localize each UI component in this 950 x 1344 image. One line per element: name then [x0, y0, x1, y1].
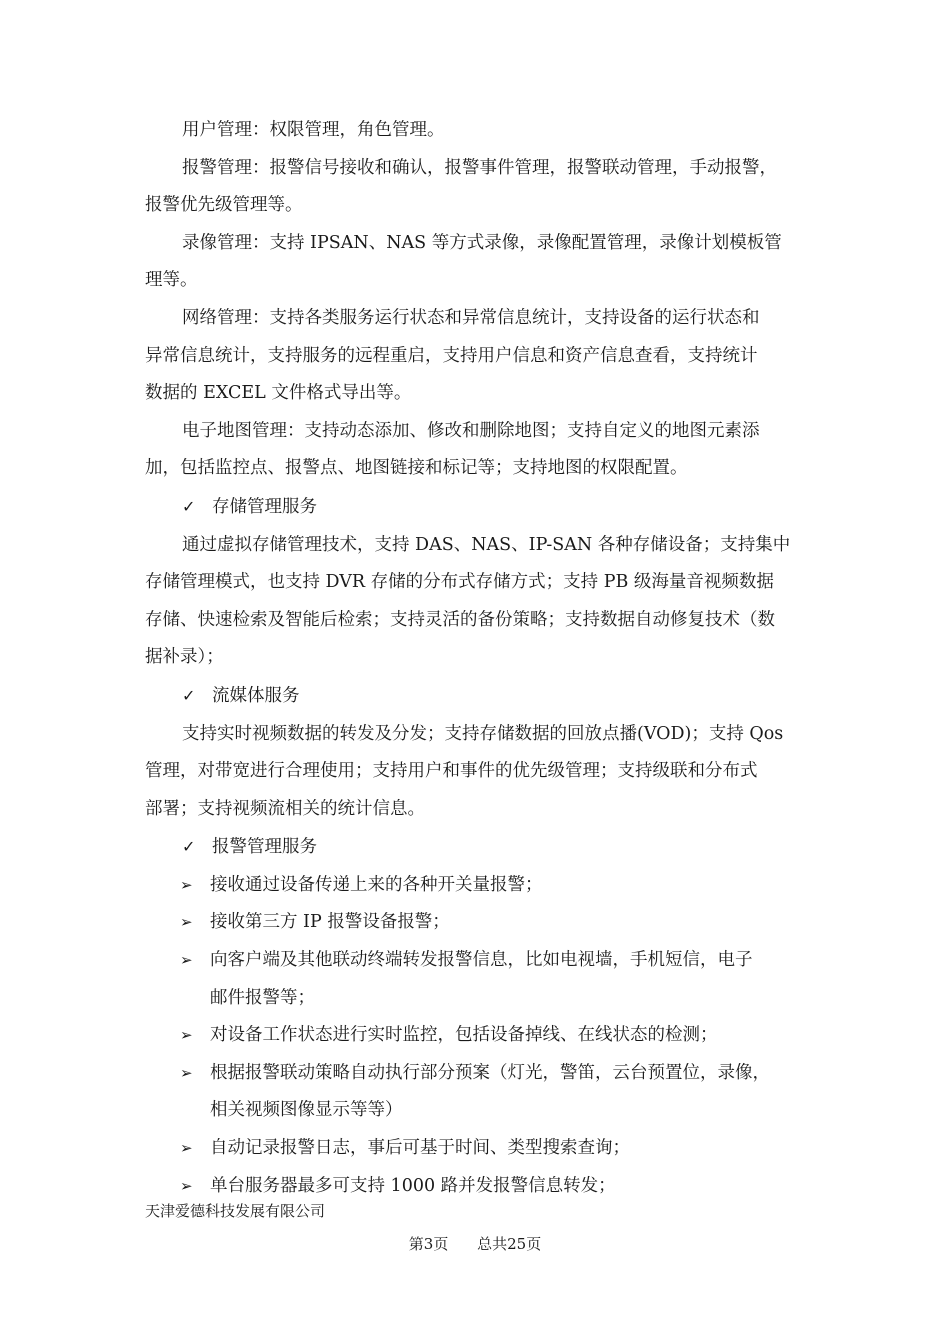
section-title: 存储管理服务 — [212, 496, 317, 517]
document-body — [145, 112, 810, 1205]
arrow-bullet-icon: ➢ — [180, 1176, 193, 1195]
text-line: 报警管理：报警信号接收和确认，报警事件管理，报警联动管理，手动报警， — [182, 157, 777, 178]
text-line: 接收第三方 IP 报警设备报警； — [210, 912, 450, 933]
paragraph-network-management — [145, 300, 810, 413]
paragraph-storage — [145, 527, 810, 677]
paragraph-emap-management — [145, 413, 810, 488]
text-line: 管理，对带宽进行合理使用；支持用户和事件的优先级管理；支持级联和分布式 — [145, 761, 758, 782]
text-line: 接收通过设备传递上来的各种开关量报警； — [210, 874, 543, 895]
text-line: 向客户端及其他联动终端转发报警信息，比如电视墙，手机短信，电子 — [210, 950, 753, 971]
text-line: 报警优先级管理等。 — [145, 195, 303, 216]
arrow-bullet-icon: ➢ — [180, 913, 193, 932]
text-line: 数据的 EXCEL 文件格式导出等。 — [145, 383, 412, 404]
arrow-bullet-icon: ➢ — [180, 1139, 193, 1158]
section-title: 报警管理服务 — [212, 837, 317, 858]
list-item — [145, 942, 810, 1017]
checkmark-icon: ✓ — [182, 837, 196, 857]
text-line: 部署；支持视频流相关的统计信息。 — [145, 798, 425, 819]
list-item — [145, 1055, 810, 1130]
arrow-bullet-icon: ➢ — [180, 951, 193, 970]
page-current: 第3页 — [408, 1235, 449, 1253]
paragraph-recording-management — [145, 225, 810, 300]
paragraph-alarm-management — [145, 150, 810, 225]
list-item — [145, 1017, 810, 1055]
text-line: 网络管理：支持各类服务运行状态和异常信息统计，支持设备的运行状态和 — [182, 307, 760, 328]
text-line: 相关视频图像显示等等） — [210, 1100, 403, 1121]
text-line: 根据报警联动策略自动执行部分预案（灯光，警笛，云台预置位，录像， — [210, 1062, 770, 1083]
arrow-bullet-icon: ➢ — [180, 875, 193, 894]
text-line: 理等。 — [145, 270, 198, 291]
text-line: 加，包括监控点、报警点、地图链接和标记等；支持地图的权限配置。 — [145, 458, 688, 479]
footer-company-name: 天津爱德科技发展有限公司 — [145, 1202, 326, 1220]
paragraph-user-management — [145, 112, 810, 150]
text-line: 通过虚拟存储管理技术，支持 DAS、NAS、IP-SAN 各种存储设备；支持集中 — [182, 534, 791, 555]
text-line: 自动记录报警日志，事后可基于时间、类型搜索查询； — [210, 1138, 630, 1159]
text-line: 存储、快速检索及智能后检索；支持灵活的备份策略；支持数据自动修复技术（数 — [145, 609, 775, 630]
section-title: 流媒体服务 — [212, 685, 300, 706]
list-item — [145, 904, 810, 942]
text-line: 单台服务器最多可支持 1000 路并发报警信息转发； — [210, 1175, 616, 1196]
text-line: 电子地图管理：支持动态添加、修改和删除地图；支持自定义的地图元素添 — [182, 420, 760, 441]
text-line: 邮件报警等； — [210, 987, 315, 1008]
page-number — [0, 1233, 950, 1254]
arrow-bullet-icon: ➢ — [180, 1026, 193, 1045]
text-line: 用户管理：权限管理，角色管理。 — [182, 120, 445, 140]
checkmark-icon: ✓ — [182, 496, 196, 516]
section-heading-alarm — [145, 828, 810, 867]
checkmark-icon: ✓ — [182, 685, 196, 705]
section-heading-storage — [145, 488, 810, 527]
text-line: 对设备工作状态进行实时监控，包括设备掉线、在线状态的检测； — [210, 1025, 718, 1046]
text-line: 录像管理：支持 IPSAN、NAS 等方式录像，录像配置管理，录像计划模板管 — [182, 232, 782, 253]
list-item — [145, 1130, 810, 1168]
page-total: 总共25页 — [477, 1235, 542, 1253]
arrow-bullet-icon: ➢ — [180, 1063, 193, 1082]
list-item — [145, 867, 810, 905]
paragraph-streaming — [145, 716, 810, 829]
text-line: 存储管理模式，也支持 DVR 存储的分布式存储方式；支持 PB 级海量音视频数据 — [145, 572, 774, 593]
text-line: 支持实时视频数据的转发及分发；支持存储数据的回放点播(VOD)；支持 Qos — [182, 723, 784, 744]
text-line: 据补录）； — [145, 647, 224, 668]
text-line: 异常信息统计，支持服务的远程重启，支持用户信息和资产信息查看，支持统计 — [145, 345, 758, 366]
section-heading-streaming — [145, 677, 810, 716]
